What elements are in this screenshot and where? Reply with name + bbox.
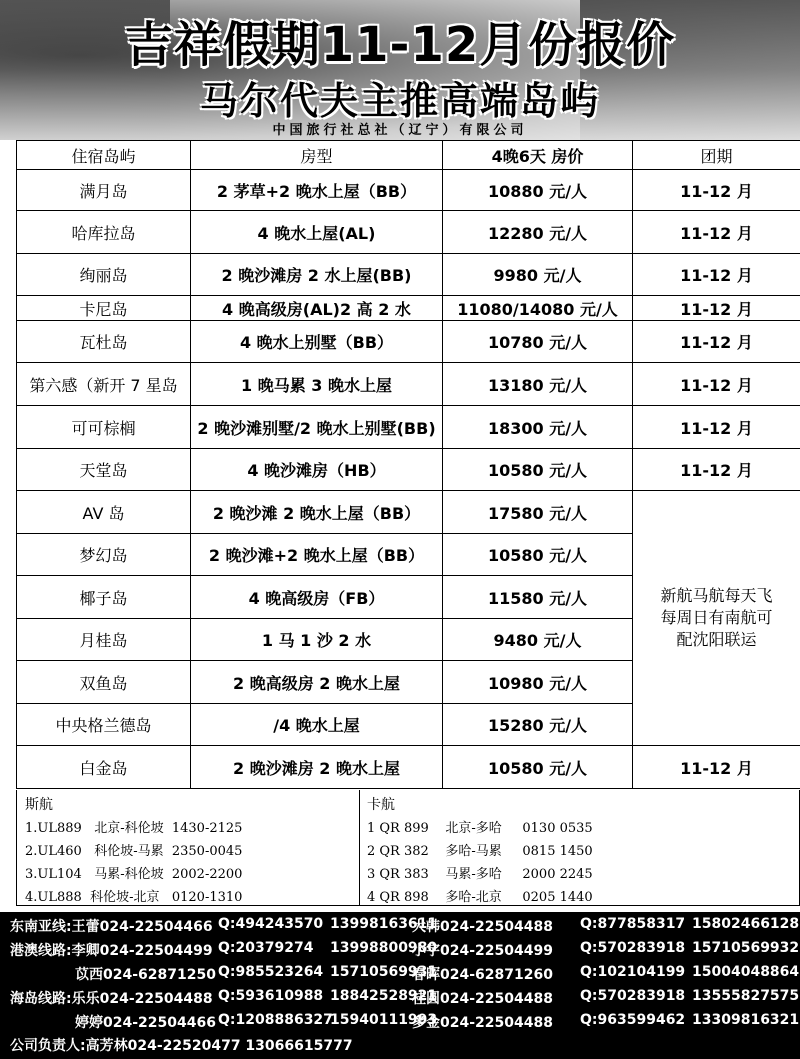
room-cell: 4 晚沙滩房（HB） bbox=[191, 449, 443, 491]
price-cell: 10780 元/人 bbox=[443, 321, 633, 363]
island-cell: 白金岛 bbox=[17, 746, 191, 789]
island-cell: 瓦杜岛 bbox=[17, 321, 191, 363]
room-cell: 4 晚高级房(AL)2 高 2 水 bbox=[191, 296, 443, 321]
island-cell: 天堂岛 bbox=[17, 449, 191, 491]
room-cell: 2 茅草+2 晚水上屋（BB） bbox=[191, 170, 443, 211]
contact-field: 港澳线路:李卿024-22504499 bbox=[10, 943, 213, 959]
date-cell: 11-12 月 bbox=[633, 296, 800, 321]
table-row bbox=[17, 449, 800, 491]
table-row bbox=[17, 363, 800, 406]
table-row bbox=[17, 211, 800, 254]
island-cell: 第六感（新开 7 星岛 bbox=[17, 363, 191, 406]
price-cell: 10880 元/人 bbox=[443, 170, 633, 211]
header-room: 房型 bbox=[191, 141, 443, 170]
flight-row: 4.UL888 科伦坡-北京 0120-1310 bbox=[25, 890, 243, 905]
contact-field: Q:593610988 bbox=[218, 988, 324, 1004]
contact-field: 18842528921 bbox=[330, 988, 438, 1004]
flight-heading-left: 斯航 bbox=[25, 797, 53, 813]
page-title: 吉祥假期11-12月份报价 bbox=[124, 17, 676, 73]
price-cell: 9980 元/人 bbox=[443, 254, 633, 296]
price-cell: 18300 元/人 bbox=[443, 406, 633, 449]
room-cell: 2 晚沙滩房 2 水上屋(BB) bbox=[191, 254, 443, 296]
price-cell: 11080/14080 元/人 bbox=[443, 296, 633, 321]
price-cell: 12280 元/人 bbox=[443, 211, 633, 254]
contact-field: 小宇024-22504499 bbox=[412, 943, 553, 959]
contact-field: 15940111993 bbox=[330, 1012, 438, 1028]
date-cell: 11-12 月 bbox=[633, 449, 800, 491]
room-cell: /4 晚水上屋 bbox=[191, 704, 443, 746]
contact-field: 13309816321 bbox=[692, 1012, 800, 1028]
island-cell: 可可棕榈 bbox=[17, 406, 191, 449]
contact-field: 婷婷024-22504466 bbox=[75, 1015, 216, 1031]
room-cell: 2 晚高级房 2 晚水上屋 bbox=[191, 661, 443, 704]
flight-note-cell bbox=[633, 491, 800, 746]
room-cell: 4 晚高级房（FB） bbox=[191, 576, 443, 619]
price-table bbox=[16, 140, 800, 789]
contact-field: Q:877858317 bbox=[580, 916, 686, 932]
island-cell: 梦幻岛 bbox=[17, 534, 191, 576]
island-cell: 绚丽岛 bbox=[17, 254, 191, 296]
price-cell: 15280 元/人 bbox=[443, 704, 633, 746]
contact-field: 大韩024-22504488 bbox=[412, 919, 553, 935]
date-cell: 11-12 月 bbox=[633, 363, 800, 406]
room-cell: 2 晚沙滩+2 晚水上屋（BB） bbox=[191, 534, 443, 576]
header-island: 住宿岛屿 bbox=[17, 141, 191, 170]
island-cell: AV 岛 bbox=[17, 491, 191, 534]
island-cell: 椰子岛 bbox=[17, 576, 191, 619]
contact-field: 海岛线路:乐乐024-22504488 bbox=[10, 991, 213, 1007]
price-cell: 11580 元/人 bbox=[443, 576, 633, 619]
contact-field: Q:570283918 bbox=[580, 940, 686, 956]
flight-row: 4 QR 898 多哈-北京 0205 1440 bbox=[367, 890, 593, 905]
room-cell: 2 晚沙滩房 2 晚水上屋 bbox=[191, 746, 443, 789]
date-cell: 11-12 月 bbox=[633, 254, 800, 296]
price-cell: 17580 元/人 bbox=[443, 491, 633, 534]
price-cell: 13180 元/人 bbox=[443, 363, 633, 406]
room-cell: 2 晚沙滩 2 晚水上屋（BB） bbox=[191, 491, 443, 534]
contact-field: Q:494243570 bbox=[218, 916, 324, 932]
table-row bbox=[17, 491, 800, 534]
contact-field: Q:570283918 bbox=[580, 988, 686, 1004]
contact-field: 桂圆024-22504488 bbox=[412, 991, 553, 1007]
flight-row: 1.UL889 北京-科伦坡 1430-2125 bbox=[25, 821, 243, 836]
contact-field: 春晖024-62871260 bbox=[412, 967, 553, 983]
table-body bbox=[17, 170, 800, 789]
room-cell: 4 晚水上屋(AL) bbox=[191, 211, 443, 254]
table-row bbox=[17, 406, 800, 449]
contact-field: 15004048864 bbox=[692, 964, 800, 980]
contact-field: Q:963599462 bbox=[580, 1012, 686, 1028]
contact-field: 13998163611 bbox=[330, 916, 438, 932]
table-row bbox=[17, 321, 800, 363]
flight-row: 3 QR 383 马累-多哈 2000 2245 bbox=[367, 867, 593, 882]
table-row bbox=[17, 746, 800, 789]
island-cell: 哈库拉岛 bbox=[17, 211, 191, 254]
flight-heading-right: 卡航 bbox=[367, 797, 395, 813]
note-line: 配沈阳联运 bbox=[676, 630, 757, 649]
room-cell: 1 晚马累 3 晚水上屋 bbox=[191, 363, 443, 406]
manager-contact: 公司负责人:高芳林024-22520477 13066615777 bbox=[10, 1038, 353, 1054]
island-cell: 满月岛 bbox=[17, 170, 191, 211]
table-header-row bbox=[17, 141, 800, 170]
flight-row: 2.UL460 科伦坡-马累 2350-0045 bbox=[25, 844, 243, 859]
company-name: 中国旅行社总社（辽宁）有限公司 bbox=[272, 123, 528, 138]
flight-column-srilankan bbox=[17, 790, 360, 906]
contact-field: 东南亚线:王蕾024-22504466 bbox=[10, 919, 213, 935]
island-cell: 月桂岛 bbox=[17, 619, 191, 661]
island-cell: 卡尼岛 bbox=[17, 296, 191, 321]
flight-row: 3.UL104 马累-科伦坡 2002-2200 bbox=[25, 867, 243, 882]
contact-panel bbox=[0, 912, 800, 1059]
contact-field: Q:1208886327 bbox=[218, 1012, 333, 1028]
room-cell: 4 晚水上别墅（BB） bbox=[191, 321, 443, 363]
contact-field: Q:985523264 bbox=[218, 964, 324, 980]
page-subtitle: 马尔代夫主推高端岛屿 bbox=[199, 79, 600, 123]
price-cell: 10580 元/人 bbox=[443, 746, 633, 789]
contact-field: 13998800980 bbox=[330, 940, 438, 956]
date-cell: 11-12 月 bbox=[633, 211, 800, 254]
flight-row: 1 QR 899 北京-多哈 0130 0535 bbox=[367, 821, 593, 836]
price-cell: 9480 元/人 bbox=[443, 619, 633, 661]
contact-field: 15802466128 bbox=[692, 916, 800, 932]
date-cell: 11-12 月 bbox=[633, 746, 800, 789]
contact-field: 15710569931 bbox=[330, 964, 438, 980]
table-row bbox=[17, 254, 800, 296]
flight-column-qatar bbox=[359, 790, 799, 906]
island-cell: 双鱼岛 bbox=[17, 661, 191, 704]
contact-field: Q:102104199 bbox=[580, 964, 686, 980]
contact-field: 15710569932 bbox=[692, 940, 800, 956]
header-date: 团期 bbox=[633, 141, 800, 170]
price-cell: 10580 元/人 bbox=[443, 534, 633, 576]
date-cell: 11-12 月 bbox=[633, 170, 800, 211]
island-cell: 中央格兰德岛 bbox=[17, 704, 191, 746]
price-cell: 10580 元/人 bbox=[443, 449, 633, 491]
table-row bbox=[17, 170, 800, 211]
header-banner bbox=[0, 0, 800, 140]
room-cell: 1 马 1 沙 2 水 bbox=[191, 619, 443, 661]
note-line: 每周日有南航可 bbox=[660, 608, 773, 627]
flight-schedule bbox=[16, 790, 800, 906]
room-cell: 2 晚沙滩别墅/2 晚水上别墅(BB) bbox=[191, 406, 443, 449]
price-cell: 10980 元/人 bbox=[443, 661, 633, 704]
contact-field: Q:20379274 bbox=[218, 940, 314, 956]
contact-field: 苡西024-62871250 bbox=[75, 967, 216, 983]
contact-field: 多金024-22504488 bbox=[412, 1015, 553, 1031]
header-price: 4晚6天 房价 bbox=[443, 141, 633, 170]
flight-row: 2 QR 382 多哈-马累 0815 1450 bbox=[367, 844, 593, 859]
date-cell: 11-12 月 bbox=[633, 321, 800, 363]
date-cell: 11-12 月 bbox=[633, 406, 800, 449]
note-line: 新航马航每天飞 bbox=[660, 586, 773, 605]
contact-field: 13555827575 bbox=[692, 988, 800, 1004]
table-row bbox=[17, 296, 800, 321]
